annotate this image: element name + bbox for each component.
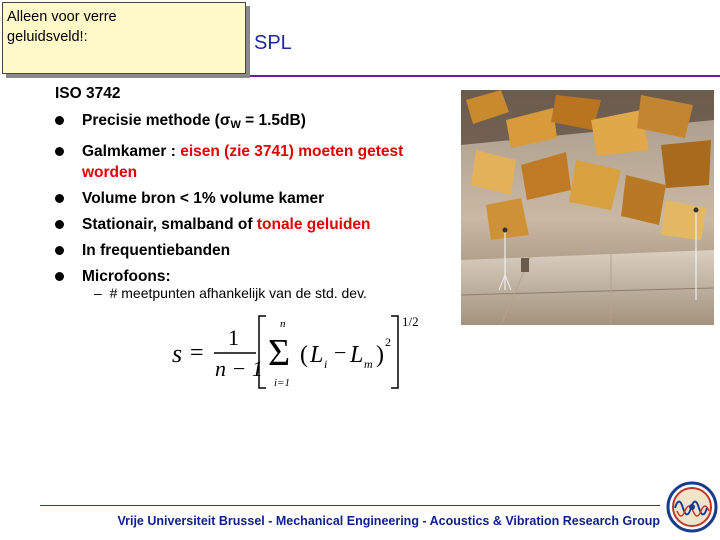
- bullet-dot-icon: [55, 194, 64, 203]
- formula-lhs: s: [172, 339, 183, 368]
- reverberation-room-photo: [461, 90, 714, 325]
- bullet-text: Precisie methode (σ: [82, 112, 231, 129]
- formula-L-i: L: [310, 342, 324, 368]
- bullet-dot-icon: [55, 147, 64, 156]
- formula-numerator: 1: [228, 325, 239, 350]
- bullet-highlight: tonale geluiden: [256, 216, 371, 233]
- bullet-dot-icon: [55, 272, 64, 281]
- bullet-microphones: [55, 266, 455, 287]
- formula-square: 2: [385, 335, 391, 349]
- formula-sum-bottom: i=1: [274, 377, 290, 389]
- formula-paren-close: ): [376, 342, 384, 368]
- sub-bullet-text: # meetpunten afhankelijk van de std. dev.: [109, 285, 367, 301]
- bullet-stationary: [55, 214, 455, 235]
- bullet-text: Volume bron < 1% volume kamer: [82, 190, 325, 207]
- sub-bullet-dash: –: [94, 285, 102, 301]
- page-title: SPL: [254, 32, 292, 54]
- bullet-text: = 1.5dB): [240, 112, 306, 129]
- bullet-dot-icon: [55, 246, 64, 255]
- formula-L-m-sub: m: [364, 357, 373, 371]
- formula-equals: =: [190, 340, 204, 366]
- formula-sum-top: n: [280, 318, 286, 330]
- std-dev-formula: [170, 310, 440, 392]
- title-divider: [40, 75, 720, 77]
- formula-exponent: 1/2: [402, 314, 419, 329]
- bullet-precision: [55, 110, 455, 136]
- bullet-highlight: eisen (zie 3741) moeten getest worden: [82, 143, 404, 181]
- bullet-heading: ISO 3742: [55, 85, 121, 102]
- bullet-frequency-bands: [55, 240, 455, 261]
- bullet-volume: [55, 188, 455, 209]
- sticky-note: [2, 2, 246, 74]
- footer-text: Vrije Universiteit Brussel - Mechanical Engineering - Acoustics & Vibration Research Group: [117, 514, 660, 528]
- bullet-list: [55, 83, 455, 287]
- footer-divider: [40, 505, 660, 506]
- bullet-text: Microfoons:: [82, 268, 171, 285]
- research-group-logo: [666, 481, 718, 533]
- note-line-2: geluidsveld!:: [7, 29, 88, 45]
- sub-bullet: [94, 285, 367, 301]
- formula-L-i-sub: i: [324, 357, 328, 371]
- bullet-reverb-room: [55, 141, 455, 183]
- bullet-subscript: W: [230, 119, 241, 131]
- formula-paren-open: (: [300, 342, 308, 368]
- bullet-text: Galmkamer :: [82, 143, 181, 160]
- bullet-dot-icon: [55, 220, 64, 229]
- formula-right-bracket: [391, 316, 398, 388]
- bullet-text: Stationair, smalband of: [82, 216, 257, 233]
- formula-denominator: n − 1: [215, 356, 263, 381]
- formula-sigma: Σ: [268, 332, 291, 374]
- formula-L-m: L: [350, 342, 364, 368]
- formula-minus: −: [334, 340, 347, 365]
- bullet-text: In frequentiebanden: [82, 242, 231, 259]
- bullet-dot-icon: [55, 116, 64, 125]
- note-line-1: Alleen voor verre: [7, 9, 117, 25]
